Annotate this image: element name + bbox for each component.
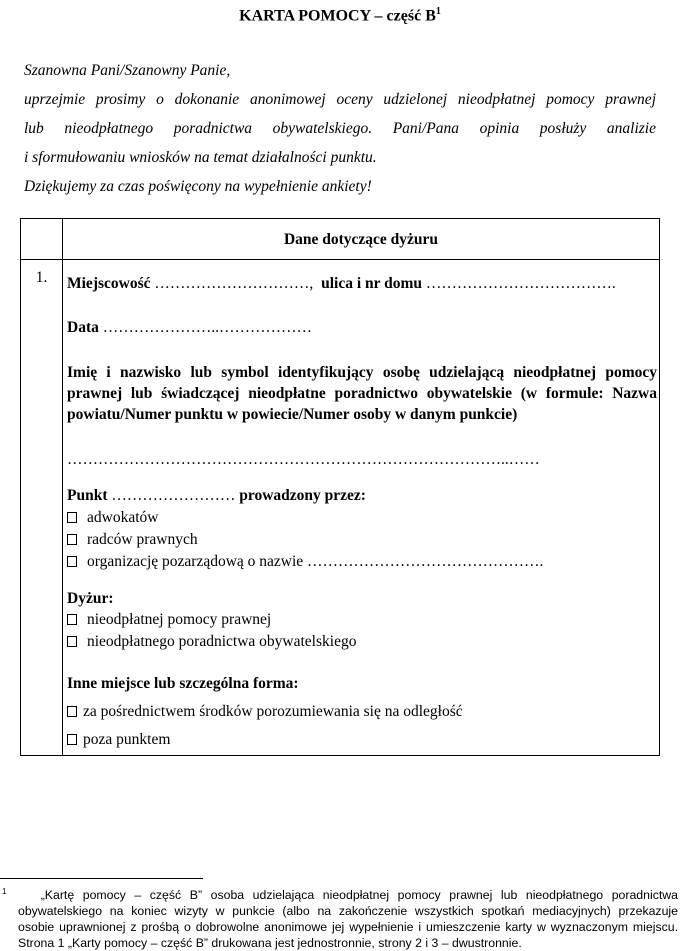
table-header: Dane dotyczące dyżuru [283, 231, 439, 248]
miejscowosc-label: Miejscowość [67, 275, 151, 292]
ulica-field[interactable]: ………………………………. [425, 275, 616, 292]
option-poza-punktem[interactable] [67, 731, 170, 749]
table-column-divider [62, 219, 63, 755]
checkbox-icon[interactable] [67, 556, 77, 567]
data-row [67, 319, 312, 337]
checkbox-icon[interactable] [67, 614, 77, 625]
option-label: radców prawnych [87, 531, 198, 548]
table-header-divider [21, 259, 659, 260]
option-organizacja[interactable] [67, 553, 543, 571]
intro-line-3: i sformułowaniu wniosków na temat działalności punktu. [24, 149, 377, 166]
imie-field[interactable]: …………………………………………………………………………..…… [67, 451, 540, 468]
punkt-row [67, 487, 366, 505]
checkbox-icon[interactable] [67, 706, 77, 717]
option-adwokatow[interactable] [67, 509, 158, 527]
option-label: adwokatów [87, 509, 159, 526]
footnote [2, 884, 678, 951]
intro-line-2: lub nieodpłatnego poradnictwa obywatelskiego. Pani/Pana opinia posłuży analizie [24, 120, 656, 137]
inne-label: Inne miejsce lub szczególna forma: [67, 675, 299, 692]
footnote-line-1 [2, 884, 678, 903]
ulica-label: ulica i nr domu [321, 275, 423, 292]
option-nieodplatne-poradnictwo[interactable] [67, 633, 356, 651]
dyzur-label: Dyżur: [67, 590, 114, 607]
imie-instruction: Imię i nazwisko lub symbol identyfikujący osobę udzielającą nieodpłatnej pomocy prawnej lub świadczącej nieodpłatne poradnictwo obywatelskie (w formule: Nazwa powiatu/Numer punktu w powiecie/Numer osoby w danym punkcie) [67, 364, 657, 423]
prowadzony-label: prowadzony przez: [239, 487, 366, 504]
option-label: za pośrednictwem środków porozumiewania się na odległość [83, 703, 463, 720]
option-na-odleglosc[interactable] [67, 703, 463, 721]
option-label: nieodpłatnego poradnictwa obywatelskiego [87, 633, 357, 650]
punkt-label: Punkt [67, 487, 108, 504]
option-nieodplatna-pomoc[interactable] [67, 611, 271, 629]
footnote-line-3: osobie uprawnionej z prośbą o dobrowolne anonimowe jej wypełnienie i umieszczenie karty w wyznaczonym miejscu. [18, 920, 678, 935]
miejscowosc-field[interactable]: …………………………, [154, 275, 314, 292]
checkbox-icon[interactable] [67, 636, 77, 647]
title-text: KARTA POMOCY – część B [239, 7, 436, 25]
intro-greeting: Szanowna Pani/Szanowny Panie, [24, 62, 231, 79]
checkbox-icon[interactable] [67, 734, 77, 745]
duty-data-table [20, 218, 660, 756]
footnote-marker: 1 [2, 887, 7, 896]
miejscowosc-row [67, 275, 616, 293]
title-footnote-marker: 1 [435, 6, 441, 17]
row-number: 1. [35, 269, 48, 286]
option-radcow-prawnych[interactable] [67, 531, 198, 549]
footnote-text-1: „Kartę pomocy – część B” osoba udzielająca nieodpłatnej pomocy prawnej lub nieodpłatnego poradnictwa [40, 888, 678, 903]
checkbox-icon[interactable] [67, 512, 77, 523]
option-label: nieodpłatnej pomocy prawnej [87, 611, 272, 628]
footnote-separator [0, 878, 203, 879]
option-label: poza punktem [83, 731, 171, 748]
intro-line-1: uprzejmie prosimy o dokonanie anonimowej oceny udzielonej nieodpłatnej pomocy prawnej [24, 91, 656, 108]
footnote-line-4: Strona 1 „Karty pomocy – część B” drukowana jest jednostronnie, strony 2 i 3 – dwustronnie. [18, 936, 522, 951]
organizacja-field[interactable]: ………………………………………. [307, 553, 544, 570]
option-label: organizację pozarządową o nazwie [87, 553, 304, 570]
footnote-line-2: obywatelskiego na koniec wizyty w punkcie (albo na zakończenie wszystkich spotkań mediacyjnych) przekazuje [18, 904, 678, 919]
checkbox-icon[interactable] [67, 534, 77, 545]
data-label: Data [67, 319, 99, 336]
data-field[interactable]: …………………..……………… [102, 319, 312, 336]
intro-thanks: Dziękujemy za czas poświęcony na wypełnienie ankiety! [24, 178, 372, 195]
page-title [0, 6, 680, 25]
intro-block [24, 56, 656, 201]
punkt-field[interactable]: …………………… [111, 487, 236, 504]
